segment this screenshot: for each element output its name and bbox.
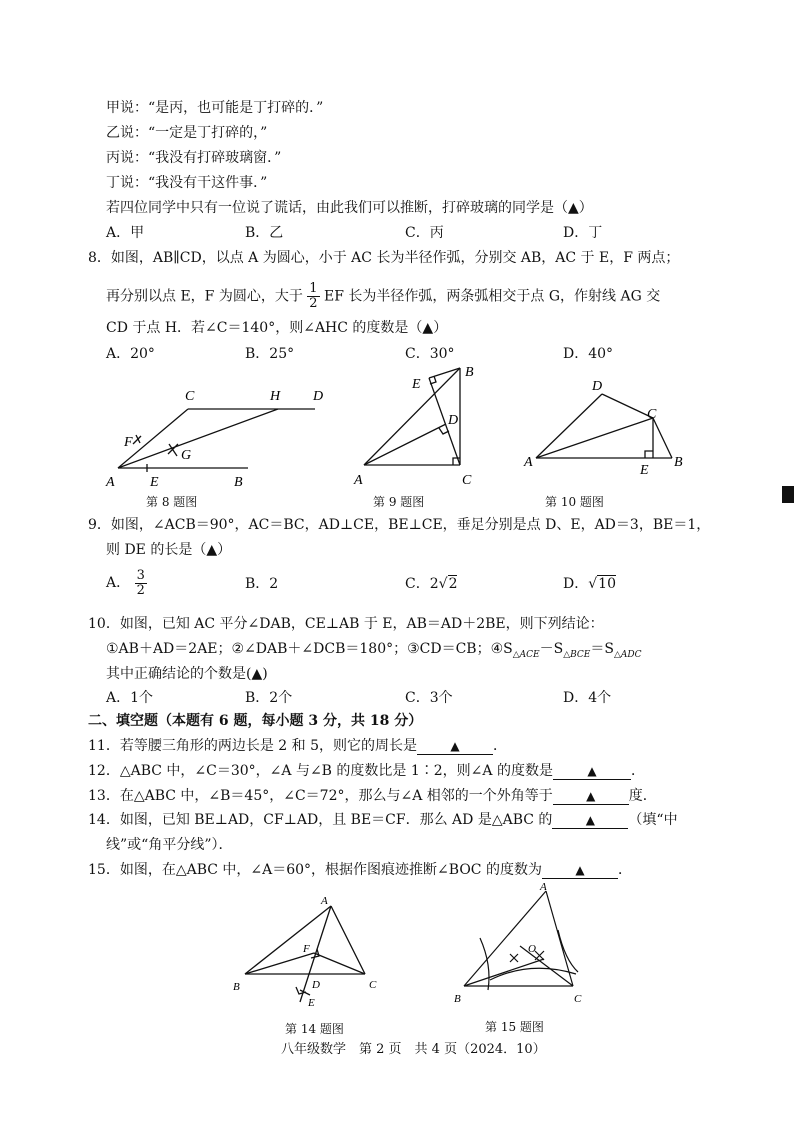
q14 (88, 810, 678, 830)
q12-text: 12．△ABC 中，∠C＝30°，∠A 与∠B 的度数比是 1∶2，则∠A 的度数是 (88, 763, 553, 779)
fig8-label-c: C (185, 389, 195, 404)
q8-option-c: C．30° (405, 346, 455, 362)
q14-answer-blank[interactable]: ▲ (552, 812, 628, 829)
fig8-label-h: H (270, 389, 281, 404)
fig8-label-a: A (106, 475, 115, 490)
q9-option-a-prefix: A． (106, 575, 131, 591)
q9-option-a-den: 2 (136, 582, 145, 598)
fig9-label-b: B (465, 365, 474, 380)
fig15-label-o: O (528, 943, 536, 955)
q10-eq: ＝S (590, 641, 614, 657)
figure-15 (450, 880, 600, 1010)
q9-option-d-prefix: D． (563, 576, 589, 592)
q8-line1: 8．如图，AB∥CD，以点 A 为圆心，小于 AC 长为半径作弧，分别交 AB，AC 于 E，F 两点； (88, 250, 680, 266)
figure-10 (520, 374, 690, 484)
q10-line2-text: ①AB＋AD＝2AE；②∠DAB＋∠DCB＝180°；③CD＝CB；④S (106, 641, 513, 657)
fig14-label-b: B (233, 981, 240, 993)
q15-end: ． (617, 862, 632, 878)
q10-minus: －S (539, 641, 564, 657)
fig15-label-c: C (574, 993, 582, 1005)
q8-option-d: D．40° (563, 346, 614, 362)
q8-option-a: A．20° (106, 346, 155, 362)
q9-option-b: B．2 (245, 576, 279, 592)
q9-option-d (563, 574, 616, 594)
q9-option-c-radicand: 2 (448, 576, 458, 592)
figure-8 (100, 380, 340, 510)
q13-end: 度． (628, 788, 657, 804)
q10-option-a: A．1个 (106, 690, 154, 706)
q13 (88, 786, 657, 806)
statement-yi: 乙说：“一定是丁打碎的，” (106, 125, 268, 141)
fig9-caption: 第 9 题图 (373, 495, 425, 509)
q14-line2: 线”或“角平分线”）． (106, 837, 233, 853)
q8-frac-num: 1 (309, 281, 318, 296)
fig9-label-c: C (462, 473, 472, 488)
intro-option-a: A．甲 (106, 225, 145, 241)
q13-answer-blank[interactable]: ▲ (553, 788, 629, 805)
intro-option-c: C．丙 (405, 225, 444, 241)
fig14-caption: 第 14 题图 (285, 1022, 344, 1036)
fig14-label-d: D (312, 979, 320, 991)
q10-line1: 10．如图，已知 AC 平分∠DAB，CE⊥AB 于 E，AB＝AD＋2BE，则下列结论： (88, 616, 604, 632)
q11-text: 11．若等腰三角形的两边长是 2 和 5，则它的周长是 (88, 738, 417, 754)
q8-fraction (307, 282, 319, 311)
q10-sub-ace: △ACE (512, 649, 540, 660)
figure-14 (228, 890, 398, 1015)
section2-title: 二、填空题（本题有 6 题，每小题 3 分，共 18 分） (88, 713, 423, 729)
q11 (88, 736, 507, 756)
q12-answer-blank[interactable]: ▲ (553, 763, 631, 780)
statement-jia: 甲说：“是丙，也可能是丁打碎的．” (106, 100, 324, 116)
q8-option-b: B．25° (245, 346, 295, 362)
fig10-label-c: C (647, 407, 657, 422)
fig8-label-f: F (124, 435, 133, 450)
fig14-label-f: F (303, 943, 310, 955)
q14-text: 14．如图，已知 BE⊥AD，CF⊥AD，且 BE＝CF．那么 AD 是△ABC 的 (88, 812, 553, 828)
q11-answer-blank[interactable]: ▲ (417, 738, 493, 755)
fig10-caption: 第 10 题图 (545, 495, 604, 509)
fig9-label-d: D (448, 413, 459, 428)
fig10-label-b: B (674, 455, 683, 470)
q10-sub-adc: △ADC (613, 649, 642, 660)
fig9-label-e: E (412, 377, 421, 392)
fig15-label-a: A (540, 881, 547, 893)
q15 (88, 860, 632, 880)
fig14-label-e: E (308, 997, 315, 1009)
q9-option-c (405, 574, 457, 594)
intro-option-b: B．乙 (245, 225, 284, 241)
q10-option-b: B．2个 (245, 690, 293, 706)
q9-line2: 则 DE 的长是（▲） (106, 542, 232, 558)
q11-end: ． (492, 738, 507, 754)
q10-option-d: D．4个 (563, 690, 612, 706)
fig14-label-c: C (369, 979, 377, 991)
q9-line1: 9．如图，∠ACB＝90°，AC＝BC，AD⊥CE，BE⊥CE，垂足分别是点 D、E，AD＝3，BE＝1， (88, 517, 711, 533)
intro-question: 若四位同学中只有一位说了谎话，由此我们可以推断，打碎玻璃的同学是（▲） (106, 200, 593, 216)
q8-line3: CD 于点 H．若∠C＝140°，则∠AHC 的度数是（▲） (106, 320, 448, 336)
q15-answer-blank[interactable]: ▲ (542, 862, 618, 879)
fig8-label-e: E (150, 475, 159, 490)
fig15-label-b: B (454, 993, 461, 1005)
fig10-label-e: E (640, 463, 649, 478)
q15-text: 15．如图，在△ABC 中，∠A＝60°，根据作图痕迹推断∠BOC 的度数为 (88, 862, 542, 878)
q8-line2 (106, 282, 660, 311)
q10-option-c: C．3个 (405, 690, 453, 706)
fig10-label-a: A (524, 455, 533, 470)
q10-line3: 其中正确结论的个数是(▲) (106, 666, 268, 682)
fig9-label-a: A (354, 473, 363, 488)
fig8-label-g: G (181, 448, 192, 463)
q12-end: ． (630, 763, 645, 779)
q8-frac-den: 2 (309, 296, 318, 311)
q8-line2b: EF 长为半径作弧，两条弧相交于点 G，作射线 AG 交 (324, 288, 661, 305)
q9-option-c-radical-sign: √ (438, 576, 448, 592)
fig14-label-a: A (321, 895, 328, 907)
fig15-caption: 第 15 题图 (485, 1020, 544, 1034)
q13-text: 13．在△ABC 中，∠B＝45°，∠C＝72°，那么与∠A 相邻的一个外角等于 (88, 788, 553, 804)
q9-option-c-prefix: C． (405, 576, 430, 592)
q12 (88, 761, 645, 781)
q9-option-a-fraction (135, 569, 147, 598)
intro-option-d: D．丁 (563, 225, 603, 241)
q9-option-d-radicand: 10 (598, 576, 616, 592)
binding-mark (782, 486, 794, 503)
statement-bing: 丙说：“我没有打碎玻璃窗．” (106, 150, 282, 166)
q10-sub-bce: △BCE (563, 649, 591, 660)
q14-end: （填“中 (628, 812, 678, 828)
q8-line2a: 再分别以点 E，F 为圆心，大于 (106, 288, 303, 305)
q9-option-d-radical-sign: √ (588, 576, 598, 592)
fig8-label-b: B (234, 475, 243, 490)
figure-9 (350, 362, 490, 492)
q9-option-c-coef: 2 (429, 576, 439, 592)
fig10-label-d: D (592, 379, 603, 394)
q9-option-a (106, 568, 147, 598)
fig8-caption: 第 8 题图 (146, 495, 198, 509)
q10-line2 (106, 639, 642, 665)
fig8-label-d: D (313, 389, 324, 404)
q9-option-a-num: 3 (136, 567, 145, 583)
statement-ding: 丁说：“我没有干这件事．” (106, 175, 268, 191)
page-footer: 八年级数学 第 2 页 共 4 页（2024．10） (281, 1042, 546, 1057)
